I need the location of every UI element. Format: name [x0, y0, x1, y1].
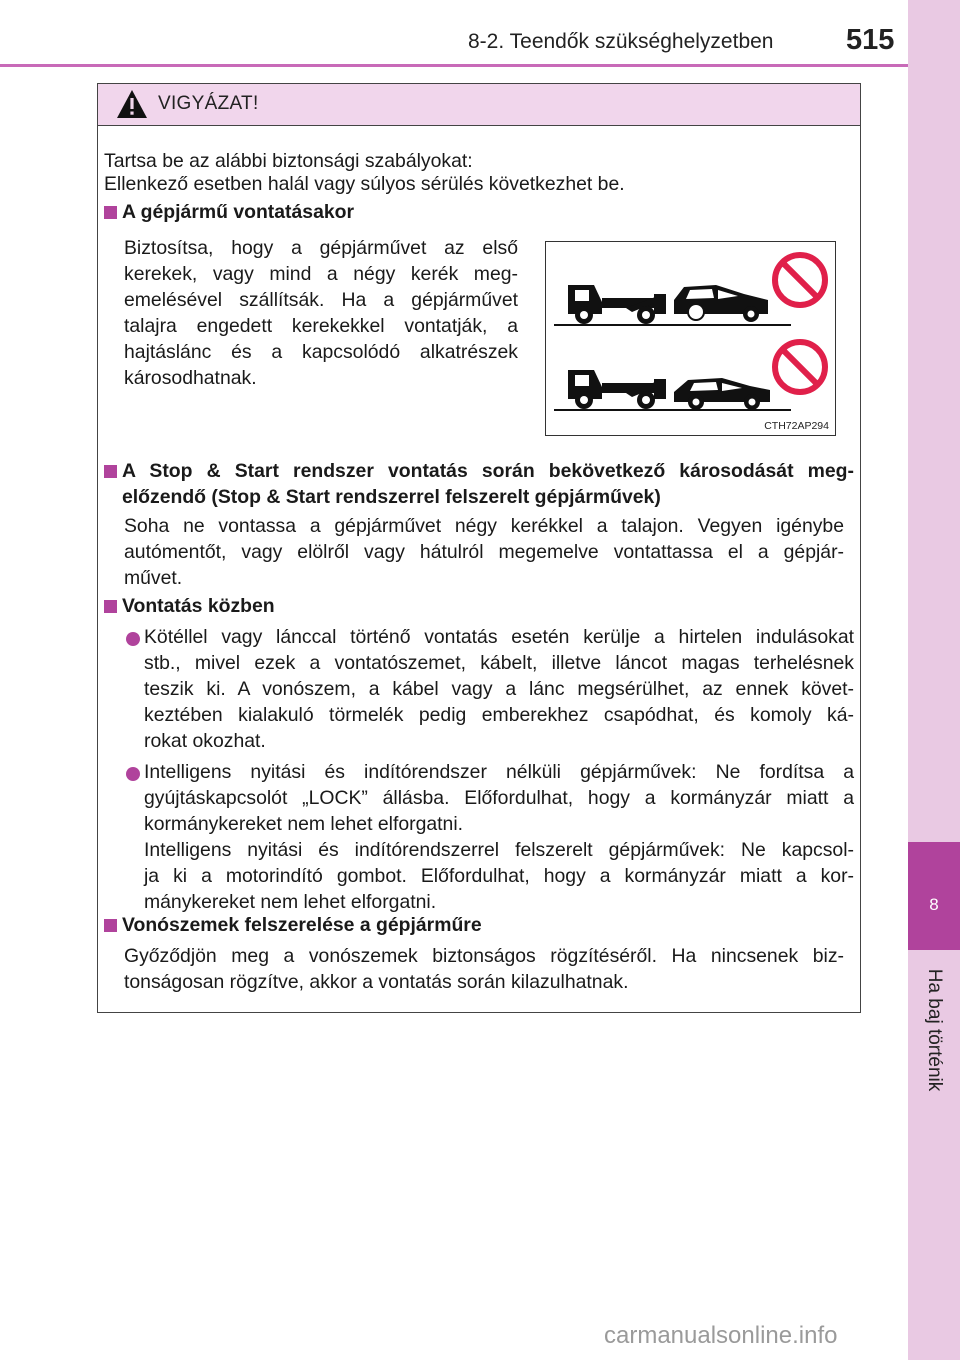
section-heading: Vonószemek felszerelése a gépjárműre [122, 914, 482, 936]
intro-line: Tartsa be az alábbi biztonsági szabályokat: [104, 150, 473, 172]
warning-triangle-icon [116, 89, 148, 119]
body-line: kerekek, vagy mind a négy kerék meg- [124, 263, 518, 285]
body-line: Biztosítsa, hogy a gépjárművet az első [124, 237, 518, 259]
body-line: károsodhatnak. [124, 367, 257, 389]
section-heading: A Stop & Start rendszer vontatás során bekövetkező károsodását meg- [122, 460, 854, 482]
intro-line: Ellenkező esetben halál vagy súlyos sérülés következhet be. [104, 173, 625, 195]
section-bullet-icon [104, 600, 117, 613]
section-heading: A gépjármű vontatásakor [122, 201, 355, 223]
bullet-line: gyújtáskapcsolót „LOCK” állásba. Előfordulhat, hogy a kormányzár miatt a [144, 787, 854, 809]
bullet-line: kormánykereket nem lehet elforgatni. [144, 813, 464, 835]
bullet-line: stb., mivel ezek a vontatószemet, kábelt, illetve láncot magas terhelésnek [144, 652, 854, 674]
figure-code: CTH72AP294 [764, 420, 829, 432]
header-divider [0, 64, 908, 67]
bullet-line: teszik ki. A vonószem, a kábel vagy a lánc megsérülhet, az ennek követ- [144, 678, 854, 700]
body-line: Győződjön meg a vonószemek biztonságos rögzítéséről. Ha nincsenek biz- [124, 945, 844, 967]
bullet-line: ja ki a motorindító gombot. Előfordulhat, hogy a kormányzár miatt a kor- [144, 865, 854, 887]
body-line: tonságosan rögzítve, akkor a vontatás során kilazulhatnak. [124, 971, 629, 993]
towing-diagram-icon [546, 242, 834, 417]
body-line: autómentőt, vagy elölről vagy hátulról megemelve vontattassa el a gépjár- [124, 541, 844, 563]
watermark: carmanualsonline.info [604, 1322, 838, 1349]
warning-box [97, 83, 861, 1013]
bullet-line: mánykereket nem lehet elforgatni. [144, 891, 437, 913]
chapter-title: Ha baj történik [924, 968, 945, 1092]
page-number: 515 [846, 24, 895, 56]
section-heading: Vontatás közben [122, 595, 275, 617]
section-bullet-icon [104, 206, 117, 219]
bullet-line: Kötéllel vagy lánccal történő vontatás esetén kerülje a hirtelen indulásokat [144, 626, 854, 648]
body-line: Soha ne vontassa a gépjárművet négy kerékkel a talajon. Vegyen igénybe [124, 515, 844, 537]
bullet-line: Intelligens nyitási és indítórendszerrel felszerelt gépjárművek: Ne kapcsol- [144, 839, 854, 861]
bullet-line: Intelligens nyitási és indítórendszer nélküli gépjárművek: Ne fordítsa a [144, 761, 854, 783]
warning-header [98, 84, 860, 126]
body-line: emelésével szállítsák. Ha a gépjárművet [124, 289, 518, 311]
section-heading: előzendő (Stop & Start rendszerrel felszerelt gépjárművek) [122, 486, 661, 508]
bullet-line: keztében kialakuló törmelék pedig emberekhez csapódhat, és komoly ká- [144, 704, 854, 726]
section-bullet-icon [104, 465, 117, 478]
warning-label: VIGYÁZAT! [158, 93, 259, 114]
towing-illustration [545, 241, 836, 436]
section-title: 8-2. Teendők szükséghelyzetben [468, 30, 774, 53]
bullet-line: rokat okozhat. [144, 730, 266, 752]
list-bullet-icon [126, 632, 140, 646]
body-line: hajtáslánc és a kapcsolódó alkatrészek [124, 341, 518, 363]
side-tab [908, 0, 960, 1360]
list-bullet-icon [126, 767, 140, 781]
chapter-number: 8 [929, 895, 939, 914]
section-bullet-icon [104, 919, 117, 932]
body-line: talajra engedett kerekekkel vontatják, a [124, 315, 518, 337]
body-line: művet. [124, 567, 183, 589]
